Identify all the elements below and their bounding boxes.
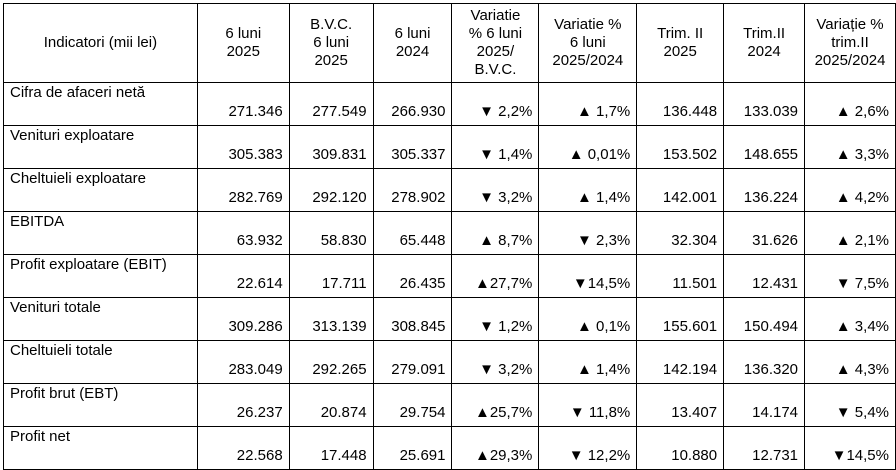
table-cell: ▼ 12,2% — [539, 427, 637, 470]
table-cell: 271.346 — [197, 83, 289, 126]
table-cell: 308.845 — [373, 298, 452, 341]
table-cell: 136.448 — [637, 83, 724, 126]
table-cell: 148.655 — [724, 126, 805, 169]
table-row — [4, 341, 896, 384]
header-row — [4, 4, 896, 83]
header-column: Variatie % 6 luni 2025/2024 — [539, 4, 637, 83]
header-column: Variatie % 6 luni 2025/ B.V.C. — [452, 4, 539, 83]
row-label: Profit brut (EBT) — [4, 384, 198, 427]
table-cell: 155.601 — [637, 298, 724, 341]
table-cell: 12.431 — [724, 255, 805, 298]
table-cell: 13.407 — [637, 384, 724, 427]
table-cell: ▼ 11,8% — [539, 384, 637, 427]
table-cell: 29.754 — [373, 384, 452, 427]
table-cell: 133.039 — [724, 83, 805, 126]
row-label: EBITDA — [4, 212, 198, 255]
table-cell: 10.880 — [637, 427, 724, 470]
table-cell: ▼ 3,2% — [452, 169, 539, 212]
table-cell: 309.286 — [197, 298, 289, 341]
header-column: Trim. II 2025 — [637, 4, 724, 83]
table-cell: ▲ 3,4% — [805, 298, 896, 341]
table-cell: 31.626 — [724, 212, 805, 255]
table-cell: ▲ 4,3% — [805, 341, 896, 384]
table-cell: ▲ 0,1% — [539, 298, 637, 341]
header-indicator: Indicatori (mii lei) — [4, 4, 198, 83]
table-cell: 32.304 — [637, 212, 724, 255]
table-cell: ▼ 2,2% — [452, 83, 539, 126]
table-cell: 309.831 — [289, 126, 373, 169]
row-label: Cifra de afaceri netă — [4, 83, 198, 126]
row-label: Cheltuieli totale — [4, 341, 198, 384]
table-cell: ▼ 5,4% — [805, 384, 896, 427]
table-row — [4, 83, 896, 126]
table-cell: ▲ 1,4% — [539, 169, 637, 212]
table-cell: ▲ 0,01% — [539, 126, 637, 169]
table-cell: ▼ 2,3% — [539, 212, 637, 255]
table-cell: 305.337 — [373, 126, 452, 169]
row-label: Profit exploatare (EBIT) — [4, 255, 198, 298]
row-label: Venituri totale — [4, 298, 198, 341]
table-cell: 12.731 — [724, 427, 805, 470]
table-cell: 142.194 — [637, 341, 724, 384]
table-cell: 292.120 — [289, 169, 373, 212]
table-body — [4, 83, 896, 470]
table-cell: ▼ 1,4% — [452, 126, 539, 169]
table-cell: 283.049 — [197, 341, 289, 384]
table-cell: 11.501 — [637, 255, 724, 298]
table-cell: 153.502 — [637, 126, 724, 169]
table-row — [4, 169, 896, 212]
table-cell: ▼14,5% — [805, 427, 896, 470]
header-column: 6 luni 2025 — [197, 4, 289, 83]
table-cell: 277.549 — [289, 83, 373, 126]
header-column: 6 luni 2024 — [373, 4, 452, 83]
table-cell: 266.930 — [373, 83, 452, 126]
table-cell: ▲ 2,1% — [805, 212, 896, 255]
table-cell: 26.435 — [373, 255, 452, 298]
table-cell: 313.139 — [289, 298, 373, 341]
table-cell: ▼14,5% — [539, 255, 637, 298]
table-cell: ▼ 3,2% — [452, 341, 539, 384]
header-column: B.V.C. 6 luni 2025 — [289, 4, 373, 83]
table-cell: ▲ 2,6% — [805, 83, 896, 126]
table-cell: 279.091 — [373, 341, 452, 384]
row-label: Cheltuieli exploatare — [4, 169, 198, 212]
table-cell: 22.614 — [197, 255, 289, 298]
financial-indicators-table — [3, 3, 896, 470]
table-cell: 17.448 — [289, 427, 373, 470]
table-cell: ▲ 8,7% — [452, 212, 539, 255]
table-cell: 142.001 — [637, 169, 724, 212]
table-row — [4, 255, 896, 298]
table-row — [4, 298, 896, 341]
table-cell: 136.224 — [724, 169, 805, 212]
table-cell: ▲29,3% — [452, 427, 539, 470]
table-cell: 25.691 — [373, 427, 452, 470]
table-cell: 292.265 — [289, 341, 373, 384]
table-cell: ▼ 7,5% — [805, 255, 896, 298]
table-cell: ▲ 3,3% — [805, 126, 896, 169]
table-cell: 65.448 — [373, 212, 452, 255]
table-cell: 282.769 — [197, 169, 289, 212]
row-label: Profit net — [4, 427, 198, 470]
table-cell: ▲27,7% — [452, 255, 539, 298]
table-cell: 136.320 — [724, 341, 805, 384]
table-cell: 17.711 — [289, 255, 373, 298]
table-cell: 150.494 — [724, 298, 805, 341]
header-column: Variație % trim.II 2025/2024 — [805, 4, 896, 83]
header-column: Trim.II 2024 — [724, 4, 805, 83]
table-cell: 20.874 — [289, 384, 373, 427]
table-cell: 58.830 — [289, 212, 373, 255]
table-cell: 14.174 — [724, 384, 805, 427]
table-cell: 26.237 — [197, 384, 289, 427]
row-label: Venituri exploatare — [4, 126, 198, 169]
table-cell: 22.568 — [197, 427, 289, 470]
table-row — [4, 126, 896, 169]
table-cell: ▲ 1,4% — [539, 341, 637, 384]
table-cell: ▼ 1,2% — [452, 298, 539, 341]
table-cell: ▲ 4,2% — [805, 169, 896, 212]
table-row — [4, 427, 896, 470]
table-cell: ▲ 1,7% — [539, 83, 637, 126]
financial-indicators-table-container — [3, 3, 896, 470]
table-row — [4, 384, 896, 427]
table-cell: 63.932 — [197, 212, 289, 255]
table-cell: ▲25,7% — [452, 384, 539, 427]
table-cell: 305.383 — [197, 126, 289, 169]
table-cell: 278.902 — [373, 169, 452, 212]
table-row — [4, 212, 896, 255]
